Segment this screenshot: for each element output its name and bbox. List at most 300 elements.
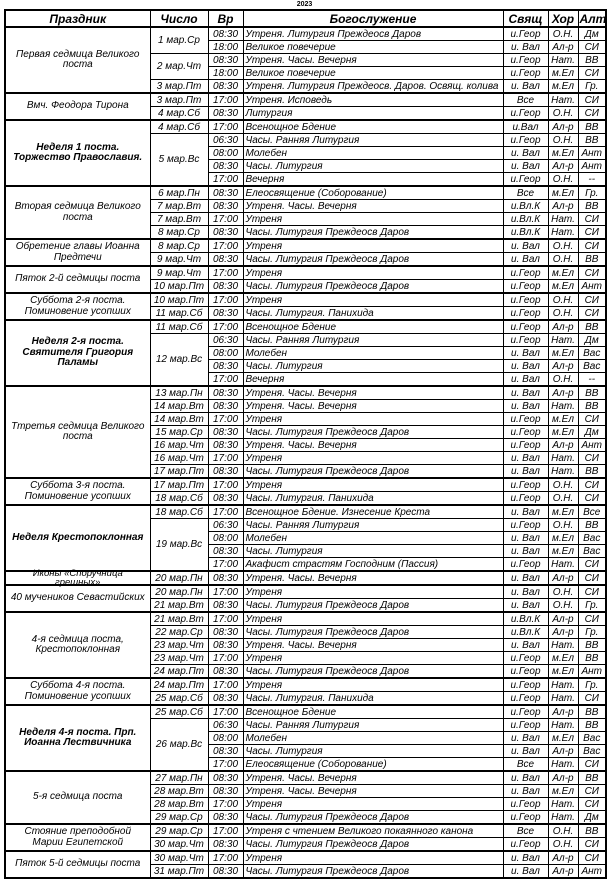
priest-cell: и.Геор xyxy=(503,478,548,492)
priest-cell: и. Вал xyxy=(503,360,548,373)
feast-cell: Обретение главы Иоанна Предтечи xyxy=(5,239,150,266)
feast-cell: Суббота 4-я поста. Поминовение усопших xyxy=(5,678,150,705)
choir-cell: О.Н. xyxy=(548,824,578,838)
time-cell: 08:30 xyxy=(208,54,243,67)
service-cell: Утреня xyxy=(243,413,503,426)
priest-cell: и.Геор xyxy=(503,54,548,67)
altar-cell: СИ xyxy=(578,293,606,307)
date-cell: 18 мар.Сб xyxy=(150,505,208,519)
choir-cell: Нат. xyxy=(548,226,578,240)
feast-cell: Стояние преподобной Марии Египетской xyxy=(5,824,150,851)
col-header-service: Богослужение xyxy=(243,10,503,27)
choir-cell: Нат. xyxy=(548,678,578,692)
priest-cell: Все xyxy=(503,824,548,838)
priest-cell: и. Вал xyxy=(503,452,548,465)
time-cell: 17:00 xyxy=(208,798,243,811)
date-cell: 14 мар.Вт xyxy=(150,400,208,413)
service-cell: Молебен xyxy=(243,347,503,360)
altar-cell: Дм xyxy=(578,811,606,825)
time-cell: 17:00 xyxy=(208,851,243,865)
priest-cell: и.Геор xyxy=(503,692,548,706)
service-cell: Всенощное Бдение xyxy=(243,705,503,719)
feast-cell: Неделя 2-я поста. Святителя Григория Паламы xyxy=(5,320,150,386)
time-cell: 08:30 xyxy=(208,545,243,558)
date-cell: 10 мар.Пт xyxy=(150,293,208,307)
altar-cell: Вас xyxy=(578,545,606,558)
service-cell: Часы. Литургия Преждеосв Даров xyxy=(243,665,503,679)
time-cell: 08:30 xyxy=(208,838,243,852)
date-cell: 17 мар.Пт xyxy=(150,465,208,479)
time-cell: 08:30 xyxy=(208,27,243,41)
choir-cell: м.Ел xyxy=(548,147,578,160)
date-cell: 24 мар.Пт xyxy=(150,665,208,679)
service-cell: Всенощное Бдение xyxy=(243,320,503,334)
time-cell: 08:30 xyxy=(208,439,243,452)
choir-cell: м.Ел xyxy=(548,67,578,80)
feast-cell: 4-я седмица поста, Крестопоклонная xyxy=(5,612,150,678)
priest-cell: и. Вал xyxy=(503,639,548,652)
choir-cell: Ал-р xyxy=(548,745,578,758)
date-cell: 1 мар.Ср xyxy=(150,27,208,54)
feast-cell xyxy=(5,568,150,588)
altar-cell: Вас xyxy=(578,745,606,758)
altar-cell: СИ xyxy=(578,266,606,280)
choir-cell: м.Ел xyxy=(548,413,578,426)
altar-cell: СИ xyxy=(578,107,606,121)
altar-cell: СИ xyxy=(578,239,606,253)
choir-cell: м.Ел xyxy=(548,532,578,545)
choir-cell: Ал-р xyxy=(548,571,578,585)
col-header-altar: Алт xyxy=(579,11,607,26)
priest-cell: и.Геор xyxy=(503,811,548,825)
date-cell: 2 мар.Чт xyxy=(150,54,208,80)
date-cell: 6 мар.Пн xyxy=(150,186,208,200)
time-cell: 08:30 xyxy=(208,599,243,613)
altar-cell: Гр. xyxy=(578,678,606,692)
time-cell: 08:30 xyxy=(208,771,243,785)
time-cell: 08:30 xyxy=(208,811,243,825)
date-cell: 9 мар.Чт xyxy=(150,253,208,267)
service-cell: Часы. Литургия. Панихида xyxy=(243,307,503,321)
altar-cell: СИ xyxy=(578,838,606,852)
choir-cell: Ал-р xyxy=(548,360,578,373)
date-cell: 31 мар.Пт xyxy=(150,865,208,879)
choir-cell: О.Н. xyxy=(548,253,578,267)
service-cell: Часы. Ранняя Литургия xyxy=(243,134,503,147)
priest-cell: и.Геор xyxy=(503,67,548,80)
choir-cell: Ал-р xyxy=(548,865,578,879)
priest-cell: и.Вл.К xyxy=(503,612,548,626)
date-cell: 7 мар.Вт xyxy=(150,213,208,226)
service-cell: Часы. Литургия Преждеосв Даров xyxy=(243,811,503,825)
service-cell: Утреня. Часы. Вечерня xyxy=(243,386,503,400)
service-cell: Елеосвящение (Соборование) xyxy=(243,758,503,772)
altar-cell: ВВ xyxy=(578,320,606,334)
table-row xyxy=(5,239,606,253)
time-cell: 17:00 xyxy=(208,120,243,134)
priest-cell: и.Геор xyxy=(503,320,548,334)
time-cell: 08:30 xyxy=(208,386,243,400)
table-row xyxy=(5,571,606,585)
choir-cell: О.Н. xyxy=(548,293,578,307)
date-cell: 18 мар.Сб xyxy=(150,492,208,506)
date-cell: 14 мар.Вт xyxy=(150,413,208,426)
choir-cell: Ал-р xyxy=(548,771,578,785)
altar-cell: Ант xyxy=(578,280,606,294)
time-cell: 06:30 xyxy=(208,719,243,732)
col-header-choir: Хор xyxy=(548,10,578,27)
altar-cell: ВВ xyxy=(578,639,606,652)
service-cell: Утреня xyxy=(243,213,503,226)
time-cell: 17:00 xyxy=(208,558,243,572)
time-cell: 08:30 xyxy=(208,426,243,439)
service-cell: Вечерня xyxy=(243,173,503,187)
service-cell: Утреня xyxy=(243,266,503,280)
service-cell: Утреня. Часы. Вечерня xyxy=(243,639,503,652)
time-cell: 08:30 xyxy=(208,186,243,200)
choir-cell: Ал-р xyxy=(548,626,578,639)
date-cell: 4 мар.Сб xyxy=(150,120,208,134)
choir-cell: м.Ел xyxy=(548,426,578,439)
date-cell: 26 мар.Вс xyxy=(150,719,208,772)
choir-cell: Нат. xyxy=(548,400,578,413)
time-cell: 17:00 xyxy=(208,293,243,307)
time-cell: 17:00 xyxy=(208,505,243,519)
service-cell: Утреня. Исповедь xyxy=(243,93,503,107)
priest-cell: и. Вал xyxy=(503,532,548,545)
service-cell: Утреня. Часы. Вечерня xyxy=(243,771,503,785)
priest-cell: и.Геор xyxy=(503,134,548,147)
altar-cell: СИ xyxy=(578,585,606,599)
service-cell: Молебен xyxy=(243,147,503,160)
service-cell: Часы. Литургия. Панихида xyxy=(243,692,503,706)
altar-cell: Гр. xyxy=(578,186,606,200)
table-row xyxy=(5,612,606,626)
choir-cell: Нат. xyxy=(548,558,578,572)
table-row xyxy=(5,386,606,400)
priest-cell: и. Вал xyxy=(503,41,548,54)
date-cell: 30 мар.Чт xyxy=(150,851,208,865)
time-cell: 08:00 xyxy=(208,732,243,745)
time-cell: 17:00 xyxy=(208,93,243,107)
altar-cell: Вас xyxy=(578,732,606,745)
priest-cell: и. Вал xyxy=(503,80,548,94)
priest-cell: и.Геор xyxy=(503,719,548,732)
feast-cell: Пяток 5-й седмицы поста xyxy=(5,851,150,878)
date-cell: 23 мар.Чт xyxy=(150,652,208,665)
service-cell: Утреня. Часы. Вечерня xyxy=(243,439,503,452)
service-cell: Часы. Ранняя Литургия xyxy=(243,519,503,532)
service-cell: Утреня xyxy=(243,652,503,665)
service-cell: Часы. Литургия xyxy=(243,160,503,173)
priest-cell: и. Вал xyxy=(503,505,548,519)
priest-cell: и. Вал xyxy=(503,160,548,173)
altar-cell: СИ xyxy=(578,851,606,865)
service-cell: Часы. Ранняя Литургия xyxy=(243,719,503,732)
choir-cell: м.Ел xyxy=(548,732,578,745)
altar-cell: Ант xyxy=(578,160,606,173)
feast-cell: 40 мучеников Севастийских xyxy=(5,585,150,612)
service-cell: Утреня xyxy=(243,239,503,253)
service-cell: Часы. Литургия Преждеосв Даров xyxy=(243,599,503,613)
service-cell: Утреня xyxy=(243,452,503,465)
priest-cell: Все xyxy=(503,93,548,107)
altar-cell: СИ xyxy=(578,307,606,321)
choir-cell: м.Ел xyxy=(548,347,578,360)
altar-cell: СИ xyxy=(578,67,606,80)
altar-cell: СИ xyxy=(578,93,606,107)
priest-cell: и.Геор xyxy=(503,334,548,347)
service-cell: Часы. Литургия xyxy=(243,360,503,373)
service-cell: Утреня. Литургия Преждеосв. Даров. Освящ. колива xyxy=(243,80,503,94)
priest-cell: и.Геор xyxy=(503,678,548,692)
altar-cell: СИ xyxy=(578,558,606,572)
time-cell: 06:30 xyxy=(208,519,243,532)
header-row xyxy=(5,10,606,27)
schedule-body xyxy=(5,27,606,878)
service-cell: Утреня xyxy=(243,798,503,811)
date-cell: 25 мар.Сб xyxy=(150,692,208,706)
time-cell: 17:00 xyxy=(208,478,243,492)
choir-cell: О.Н. xyxy=(548,838,578,852)
table-row xyxy=(5,120,606,134)
table-row xyxy=(5,678,606,692)
priest-cell: и.Вл.К xyxy=(503,200,548,213)
feast-cell: Неделя Крестопоклонная xyxy=(5,505,150,571)
choir-cell: Нат. xyxy=(548,334,578,347)
time-cell: 18:00 xyxy=(208,67,243,80)
priest-cell: и.Геор xyxy=(503,27,548,41)
priest-cell: и.Геор xyxy=(503,838,548,852)
altar-cell: СИ xyxy=(578,478,606,492)
altar-cell: ВВ xyxy=(578,719,606,732)
date-cell: 16 мар.Чт xyxy=(150,452,208,465)
date-cell: 23 мар.Чт xyxy=(150,639,208,652)
feast-clipped-text: Иконы «Споручница грешных» xyxy=(32,568,123,588)
choir-cell: Нат. xyxy=(548,719,578,732)
priest-cell: и.Геор xyxy=(503,107,548,121)
priest-cell: и. Вал xyxy=(503,147,548,160)
time-cell: 18:00 xyxy=(208,41,243,54)
date-cell: 21 мар.Вт xyxy=(150,612,208,626)
feast-cell: Пяток 2-й седмицы поста xyxy=(5,266,150,293)
choir-cell: Нат. xyxy=(548,798,578,811)
choir-cell: Нат. xyxy=(548,54,578,67)
service-cell: Утреня xyxy=(243,851,503,865)
service-cell: Утреня. Часы. Вечерня xyxy=(243,54,503,67)
time-cell: 08:30 xyxy=(208,160,243,173)
priest-cell: и.Геор xyxy=(503,266,548,280)
altar-cell: ВВ xyxy=(578,386,606,400)
time-cell: 17:00 xyxy=(208,612,243,626)
altar-cell: СИ xyxy=(578,798,606,811)
date-cell: 8 мар.Ср xyxy=(150,226,208,240)
choir-cell: м.Ел xyxy=(548,186,578,200)
time-cell: 08:00 xyxy=(208,347,243,360)
altar-cell: СИ xyxy=(578,692,606,706)
time-cell: 08:30 xyxy=(208,360,243,373)
altar-cell: -- xyxy=(578,373,606,387)
service-cell: Всенощное Бдение xyxy=(243,120,503,134)
feast-cell: Ттретья седмица Великого поста xyxy=(5,386,150,478)
service-cell: Молебен xyxy=(243,732,503,745)
priest-cell: и.Геор xyxy=(503,492,548,506)
choir-cell: Ал-р xyxy=(548,705,578,719)
choir-cell: Ал-р xyxy=(548,160,578,173)
year-label: 2023 xyxy=(296,1,313,8)
service-cell: Часы. Ранняя Литургия xyxy=(243,334,503,347)
col-header-feast: Праздник xyxy=(5,10,150,27)
choir-cell: О.Н. xyxy=(548,173,578,187)
altar-cell: СИ xyxy=(578,413,606,426)
time-cell: 06:30 xyxy=(208,334,243,347)
choir-cell: О.Н. xyxy=(548,307,578,321)
choir-cell: Нат. xyxy=(548,93,578,107)
service-cell: Часы. Литургия Преждеосв Даров xyxy=(243,626,503,639)
date-cell: 28 мар.Вт xyxy=(150,785,208,798)
altar-cell: ВВ xyxy=(578,120,606,134)
altar-cell: СИ xyxy=(578,492,606,506)
altar-cell: ВВ xyxy=(578,134,606,147)
table-row xyxy=(5,505,606,519)
service-cell: Часы. Литургия Преждеосв Даров xyxy=(243,865,503,879)
priest-cell: и. Вал xyxy=(503,865,548,879)
priest-cell: и. Вал xyxy=(503,465,548,479)
altar-cell: Дм xyxy=(578,426,606,439)
altar-cell: Гр. xyxy=(578,599,606,613)
date-cell: 9 мар.Чт xyxy=(150,266,208,280)
time-cell: 08:30 xyxy=(208,465,243,479)
choir-cell: м.Ел xyxy=(548,665,578,679)
date-cell: 21 мар.Вт xyxy=(150,599,208,613)
date-cell: 30 мар.Чт xyxy=(150,838,208,852)
time-cell: 08:30 xyxy=(208,785,243,798)
service-cell: Утреня с чтением Великого покаянного канона xyxy=(243,824,503,838)
choir-cell: О.Н. xyxy=(548,492,578,506)
priest-cell: и.Геор xyxy=(503,705,548,719)
priest-cell: и. Вал xyxy=(503,386,548,400)
priest-cell: и.Вл.К xyxy=(503,213,548,226)
date-cell: 29 мар.Ср xyxy=(150,824,208,838)
altar-cell: ВВ xyxy=(578,771,606,785)
priest-cell: и.Геор xyxy=(503,413,548,426)
altar-cell: СИ xyxy=(578,226,606,240)
date-cell: 17 мар.Пт xyxy=(150,478,208,492)
service-cell: Утреня. Часы. Вечерня xyxy=(243,200,503,213)
service-cell: Утреня xyxy=(243,678,503,692)
service-cell: Утреня xyxy=(243,478,503,492)
altar-cell: ВВ xyxy=(578,253,606,267)
choir-cell: Ал-р xyxy=(548,120,578,134)
date-cell: 19 мар.Вс xyxy=(150,519,208,572)
choir-cell: О.Н. xyxy=(548,107,578,121)
priest-cell: Все xyxy=(503,186,548,200)
time-cell: 08:30 xyxy=(208,80,243,94)
date-cell: 3 мар.Пт xyxy=(150,80,208,94)
time-cell: 08:00 xyxy=(208,532,243,545)
choir-cell: Ал-р xyxy=(548,41,578,54)
choir-cell: м.Ел xyxy=(548,785,578,798)
choir-cell: О.Н. xyxy=(548,585,578,599)
table-row xyxy=(5,478,606,492)
time-cell: 08:30 xyxy=(208,200,243,213)
date-cell: 11 мар.Сб xyxy=(150,307,208,321)
service-cell: Елеосвящение (Соборование) xyxy=(243,186,503,200)
choir-cell: Нат. xyxy=(548,639,578,652)
altar-cell: ВВ xyxy=(578,400,606,413)
priest-cell: и.Геор xyxy=(503,439,548,452)
priest-cell: и. Вал xyxy=(503,347,548,360)
service-cell: Часы. Литургия Преждеосв Даров xyxy=(243,465,503,479)
table-row xyxy=(5,824,606,838)
choir-cell: Нат. xyxy=(548,465,578,479)
service-cell: Часы. Литургия Преждеосв Даров xyxy=(243,253,503,267)
time-cell: 08:30 xyxy=(208,745,243,758)
feast-cell: Неделя 4-я поста. Прп. Иоанна Лествичника xyxy=(5,705,150,771)
time-cell: 08:30 xyxy=(208,492,243,506)
priest-cell: и.Геор xyxy=(503,280,548,294)
priest-cell: и.Вл.К xyxy=(503,626,548,639)
altar-cell: Вас xyxy=(578,347,606,360)
time-cell: 08:30 xyxy=(208,639,243,652)
altar-cell: Гр. xyxy=(578,80,606,94)
feast-cell: 5-я седмица поста xyxy=(5,771,150,824)
service-cell: Часы. Литургия xyxy=(243,545,503,558)
col-header-priest: Свящ xyxy=(503,10,548,27)
priest-cell: и.Вал xyxy=(503,120,548,134)
altar-cell: ВВ xyxy=(578,54,606,67)
date-cell: 27 мар.Пн xyxy=(150,771,208,785)
table-row xyxy=(5,293,606,307)
date-cell: 20 мар.Пн xyxy=(150,585,208,599)
priest-cell: и. Вал xyxy=(503,239,548,253)
time-cell: 08:00 xyxy=(208,147,243,160)
date-cell: 22 мар.Ср xyxy=(150,626,208,639)
choir-cell: Ал-р xyxy=(548,320,578,334)
time-cell: 17:00 xyxy=(208,652,243,665)
priest-cell: и.Геор xyxy=(503,798,548,811)
choir-cell: м.Ел xyxy=(548,80,578,94)
feast-cell: Суббота 3-я поста. Поминовение усопших xyxy=(5,478,150,505)
priest-cell: и. Вал xyxy=(503,571,548,585)
date-cell: 29 мар.Ср xyxy=(150,811,208,825)
priest-cell: и.Вл.К xyxy=(503,226,548,240)
table-row xyxy=(5,266,606,280)
priest-cell: и. Вал xyxy=(503,851,548,865)
time-cell: 17:00 xyxy=(208,373,243,387)
service-cell: Вечерня xyxy=(243,373,503,387)
col-header-date: Число xyxy=(150,10,208,27)
time-cell: 08:30 xyxy=(208,107,243,121)
date-cell: 5 мар.Вс xyxy=(150,134,208,187)
feast-cell: Суббота 2-я поста. Поминовение усопших xyxy=(5,293,150,320)
choir-cell: Нат. xyxy=(548,692,578,706)
service-cell: Молебен xyxy=(243,532,503,545)
table-row xyxy=(5,93,606,107)
choir-cell: Ал-р xyxy=(548,439,578,452)
table-row xyxy=(5,27,606,41)
priest-cell: Все xyxy=(503,758,548,772)
time-cell: 17:00 xyxy=(208,213,243,226)
choir-cell: Ал-р xyxy=(548,386,578,400)
time-cell: 08:30 xyxy=(208,571,243,585)
time-cell: 17:00 xyxy=(208,320,243,334)
time-cell: 08:30 xyxy=(208,307,243,321)
choir-cell: м.Ел xyxy=(548,280,578,294)
priest-cell: и.Геор xyxy=(503,293,548,307)
priest-cell: и. Вал xyxy=(503,253,548,267)
time-cell: 17:00 xyxy=(208,239,243,253)
